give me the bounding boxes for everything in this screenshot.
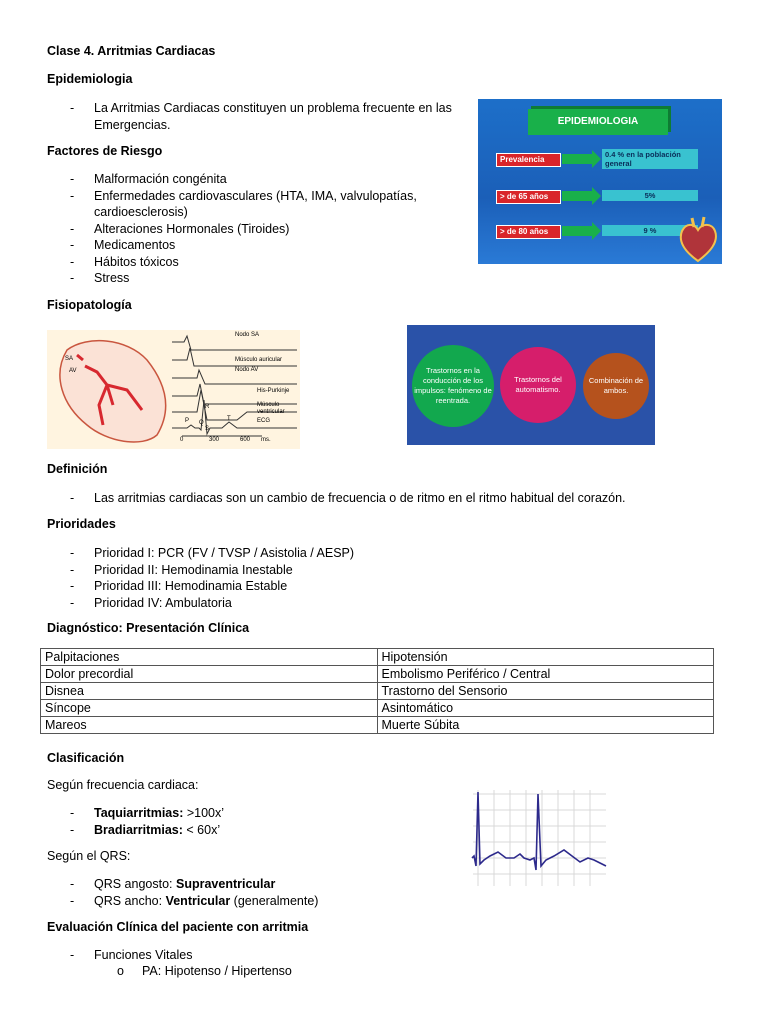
list-item: - Prioridad II: Hemodinamia Inestable: [47, 562, 647, 579]
trace-label: Nodo AV: [235, 367, 259, 373]
age80-value: 9 %: [602, 225, 698, 236]
table-cell: Disnea: [41, 683, 378, 700]
table-row: [41, 700, 714, 717]
evaluacion-sublist: [47, 963, 447, 980]
wave-label: Q: [199, 420, 204, 426]
table-cell: Embolismo Periférico / Central: [377, 666, 714, 683]
item-value: < 60x’: [182, 822, 221, 837]
mechanisms-figure: [407, 325, 655, 445]
prioridades-heading: Prioridades: [47, 517, 116, 531]
list-item: - Prioridad IV: Ambulatoria: [47, 595, 647, 612]
fisiopatologia-heading: Fisiopatología: [47, 298, 132, 312]
trace-label: Músculo ventricular: [257, 402, 285, 415]
heart-icon: [674, 215, 722, 264]
prevalencia-label: Prevalencia: [496, 153, 561, 167]
item-term: QRS ancho:: [94, 893, 166, 908]
list-item: - Prioridad I: PCR (FV / TVSP / Asistolia / AESP): [47, 545, 647, 562]
qrs-list: [47, 876, 467, 909]
item-term: Bradiarritmias:: [94, 822, 183, 837]
arrow-icon: [562, 191, 592, 201]
trace-label: His-Purkinje: [257, 388, 290, 394]
trace-label: Músculo auricular: [235, 357, 283, 363]
definicion-list: [47, 490, 727, 507]
prioridades-list: [47, 545, 647, 611]
wave-label: R: [205, 404, 210, 410]
clasificacion-heading: Clasificación: [47, 751, 125, 765]
list-item: o PA: Hipotenso / Hipertenso: [47, 963, 447, 980]
list-item: [47, 805, 427, 822]
ecg-strip-image: [468, 786, 608, 890]
page-title: Clase 4. Arritmias Cardiacas: [47, 44, 216, 58]
item-value: Supraventricular: [176, 877, 276, 891]
table-row: [41, 683, 714, 700]
table-cell: Trastorno del Sensorio: [377, 683, 714, 700]
diagnostico-heading: Diagnóstico: Presentación Clínica: [47, 621, 250, 635]
list-item: [47, 822, 427, 839]
factores-list: [47, 171, 472, 287]
figure-title: EPIDEMIOLOGIA: [528, 109, 668, 135]
epidemiologia-heading: Epidemiologia: [47, 72, 133, 86]
frecuencia-list: [47, 805, 427, 838]
age80-label: > de 80 años: [496, 225, 561, 239]
diagnostico-table: [40, 648, 714, 734]
conduction-diagram: [47, 330, 300, 449]
list-item: [47, 893, 467, 910]
evaluacion-heading: Evaluación Clínica del paciente con arritmia: [47, 920, 309, 934]
table-row: [41, 666, 714, 683]
list-item: - Malformación congénita: [47, 171, 472, 188]
heart-label-sa: SA: [65, 356, 74, 362]
epidemiologia-figure: [478, 99, 722, 264]
item-note: (generalmente): [230, 893, 319, 908]
item-value: Ventricular: [165, 893, 231, 908]
table-cell: Muerte Súbita: [377, 717, 714, 734]
table-cell: Síncope: [41, 700, 378, 717]
factores-heading: Factores de Riesgo: [47, 144, 163, 158]
list-item: - Medicamentos: [47, 237, 472, 254]
axis-unit: ms.: [261, 437, 271, 443]
list-item: - Alteraciones Hormonales (Tiroides): [47, 221, 472, 238]
wave-label: T: [227, 416, 231, 422]
list-item: - Stress: [47, 270, 472, 287]
heart-label-av: AV: [69, 368, 77, 374]
list-item: - Las arritmias cardiacas son un cambio de frecuencia o de ritmo en el ritmo habitual del corazón.: [47, 490, 727, 507]
arrow-icon: [562, 154, 592, 164]
age65-value: 5%: [602, 190, 698, 201]
definicion-heading: Definición: [47, 462, 108, 476]
prevalencia-value: 0.4 % en la población general: [602, 149, 698, 169]
qrs-heading: Según el QRS:: [47, 849, 131, 863]
arrow-icon: [562, 226, 592, 236]
table-cell: Palpitaciones: [41, 649, 378, 666]
age65-label: > de 65 años: [496, 190, 561, 204]
item-value: >100x’: [183, 806, 225, 820]
list-item: - Funciones Vitales: [47, 947, 447, 964]
table-cell: Dolor precordial: [41, 666, 378, 683]
axis-tick: 0: [180, 437, 184, 443]
item-term: QRS angosto:: [94, 877, 176, 891]
item-term: Taquiarritmias:: [94, 806, 184, 820]
mechanism-circle-reentry: Trastornos en la conducción de los impulsos: fenómeno de reentrada.: [412, 345, 494, 427]
table-cell: Mareos: [41, 717, 378, 734]
evaluacion-list: [47, 947, 447, 964]
mechanism-circle-combined: Combinación de ambos.: [583, 353, 649, 419]
table-row: [41, 649, 714, 666]
list-item: - La Arritmias Cardiacas constituyen un problema frecuente en las Emergencias.: [47, 100, 472, 133]
epidemiologia-list: [47, 100, 472, 133]
axis-tick: 300: [209, 437, 220, 443]
table-row: [41, 717, 714, 734]
list-item: - Hábitos tóxicos: [47, 254, 472, 271]
wave-label: S: [205, 426, 210, 432]
list-item: [47, 876, 467, 893]
wave-label: P: [185, 418, 190, 424]
trace-label: ECG: [257, 418, 271, 424]
list-item: - Prioridad III: Hemodinamia Estable: [47, 578, 647, 595]
trace-label: Nodo SA: [235, 332, 260, 338]
list-item: - Enfermedades cardiovasculares (HTA, IMA, valvulopatías, cardioesclerosis): [47, 188, 424, 221]
mechanism-circle-automatism: Trastornos del automatismo.: [500, 347, 576, 423]
table-cell: Asintomático: [377, 700, 714, 717]
axis-tick: 600: [240, 437, 251, 443]
table-cell: Hipotensión: [377, 649, 714, 666]
frecuencia-heading: Según frecuencia cardiaca:: [47, 778, 199, 792]
